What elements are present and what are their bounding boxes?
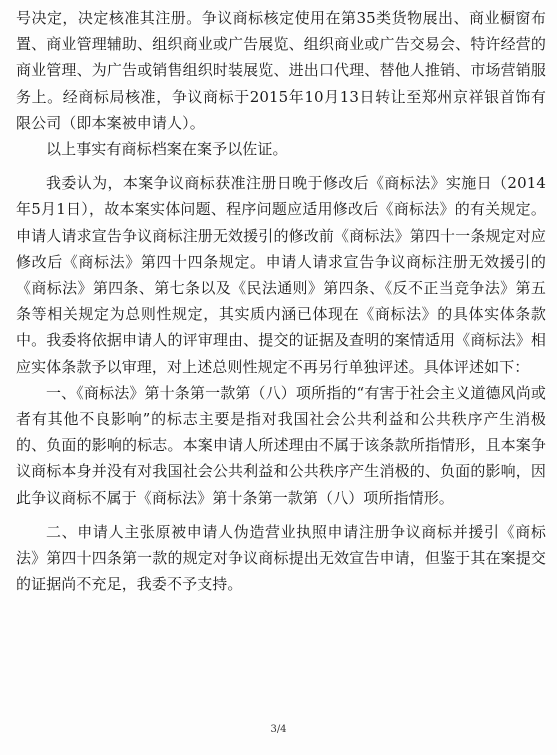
document-body [16,5,546,597]
paragraph-point-one: 一、《商标法》第十条第一款第（八）项所指的“有害于社会主义道德风尚或者有其他不良影响”的标志主要是指对我国社会公共利益和公共秩序产生消极的、负面的影响的标志。本案申请人所述理由不属于该条款所指情形，且本案争议商标本身并没有对我国社会公共利益和公共秩序产生消极的、负面的影响，因此争议商标不属于《商标法》第十条第一款第（八）项所指情形。 [16,383,546,507]
paragraph-point-two: 二、申请人主张原被申请人伪造营业执照申请注册争议商标并援引《商标法》第四十四条第一款的规定对争议商标提出无效宣告申请，但鉴于其在案提交的证据尚不充足，我委不予支持。 [16,522,546,594]
paragraph-trademark-registration: 号决定，决定核准其注册。争议商标核定使用在第35类货物展出、商业橱窗布置、商业管理辅助、组织商业或广告展览、组织商业或广告交易会、特许经营的商业管理、为广告或销售组织时装展览、进出口代理、替他人推销、市场营销服务上。经商标局核准，争议商标于2015年10月13日转让至郑州京祥银首饰有限公司（即本案被申请人）。 [16,9,546,132]
paragraph-committee-opinion: 我委认为，本案争议商标获准注册日晚于修改后《商标法》实施日（2014年5月1日），故本案实体问题、程序问题应适用修改后《商标法》的有关规定。申请人请求宣告争议商标注册无效援引的修改前《商标法》第四十一条规定对应修改后《商标法》第四十四条规定。申请人请求宣告争议商标注册无效援引的《商标法》第四条、第七条以及《民法通则》第四条、《反不正当竞争法》第五条等相关规定为总则性规定，其实质内涵已体现在《商标法》的具体实体条款中。我委将依据申请人的评审理由、提交的证据及查明的案情适用《商标法》相应实体条款予以审理，对上述总则性规定不再另行单独评述。具体评述如下： [16,174,546,376]
page-number: 3/4 [270,724,287,735]
paragraph-evidence-statement: 以上事实有商标档案在案予以佐证。 [46,140,288,159]
